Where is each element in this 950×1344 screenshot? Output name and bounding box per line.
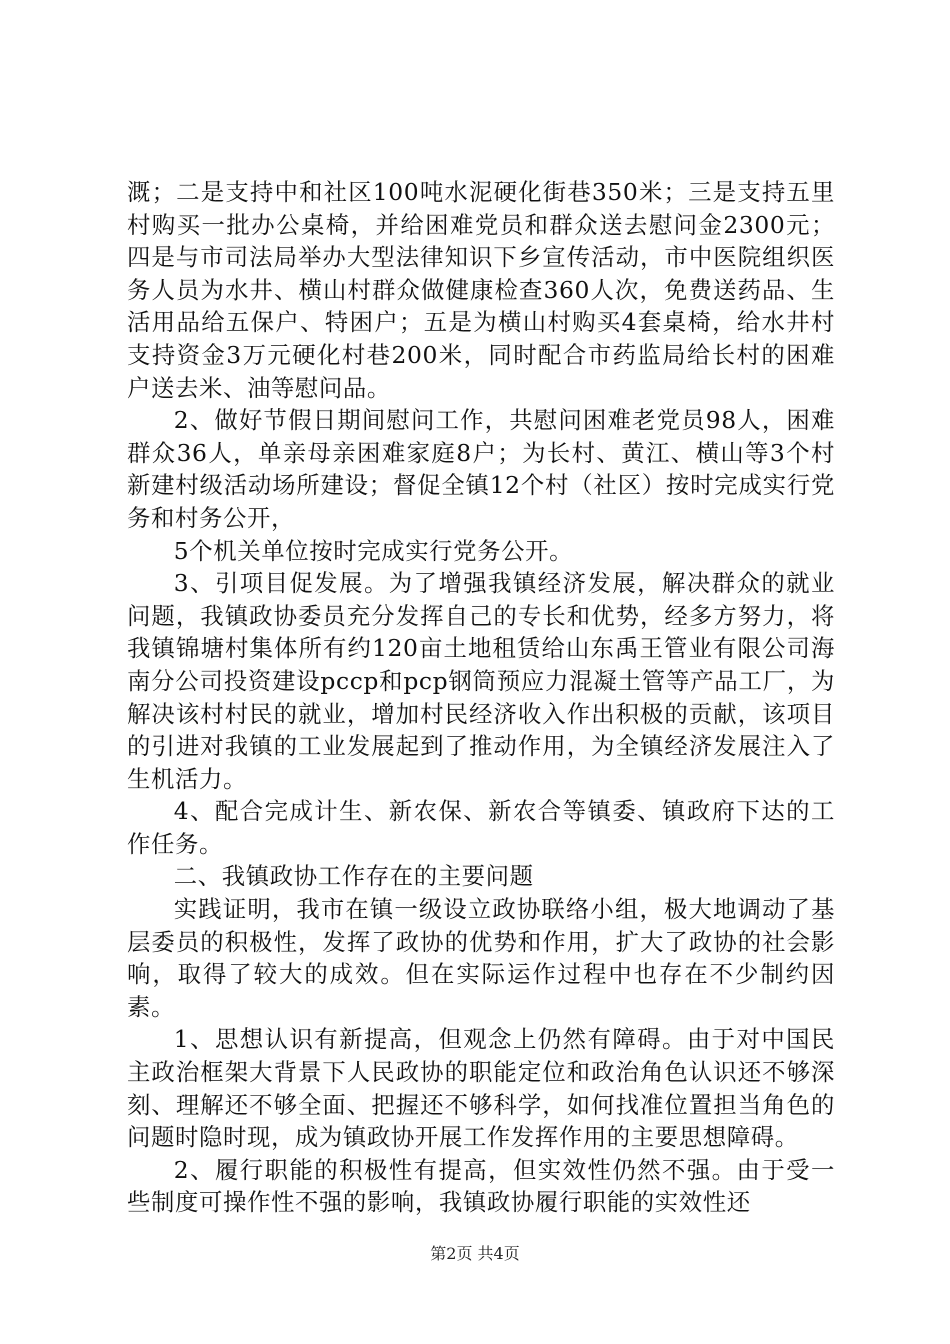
paragraph-problem-2: 2、履行职能的积极性有提高，但实效性仍然不强。由于受一些制度可操作性不强的影响，我镇政协履行职能的实效性还 (127, 1155, 835, 1217)
paragraph-item-4: 4、配合完成计生、新农保、新农合等镇委、镇政府下达的工作任务。 (127, 797, 835, 858)
paragraph-continuation: 溉；二是支持中和社区100吨水泥硬化街巷350米；三是支持五里村购买一批办公桌椅，并给困难党员和群众送去慰问金2300元；四是与市司法局举办大型法律知识下乡宣传活动，市中医院组织医务人员为水井、横山村群众做健康检查360人次，免费送药品、生活用品给五保户、特困户；五是为横山村购买4套桌椅，给水井村支持资金3万元硬化村巷200米，同时配合市药监局给长村的困难户送去米、油等慰问品。 (127, 178, 835, 402)
section-heading-2: 二、我镇政协工作存在的主要问题 (173, 862, 534, 891)
paragraph-item-2-cont: 5个机关单位按时完成实行党务公开。 (173, 536, 574, 565)
page-footer (0, 1244, 950, 1264)
paragraph-intro: 实践证明，我市在镇一级设立政协联络小组，极大地调动了基层委员的积极性，发挥了政协的优势和作用，扩大了政协的社会影响，取得了较大的成效。但在实际运作过程中也存在不少制约因素。 (127, 895, 835, 1021)
page-number: 第2页 共4页 (430, 1244, 520, 1263)
paragraph-item-2: 2、做好节假日期间慰问工作，共慰问困难老党员98人，困难群众36人，单亲母亲困难家庭8户；为长村、黄江、横山等3个村新建村级活动场所建设；督促全镇12个村（社区）按时完成实行党务和村务公开， (127, 406, 835, 532)
paragraph-problem-1: 1、思想认识有新提高，但观念上仍然有障碍。由于对中国民主政治框架大背景下人民政协的职能定位和政治角色认识还不够深刻、理解还不够全面、把握还不够科学，如何找准位置担当角色的问题时隐时现，成为镇政协开展工作发挥作用的主要思想障碍。 (127, 1025, 835, 1152)
document-body (127, 176, 835, 1219)
paragraph-item-3: 3、引项目促发展。为了增强我镇经济发展，解决群众的就业问题，我镇政协委员充分发挥自己的专长和优势，经多方努力，将我镇锦塘村集体所有约120亩土地租赁给山东禹王管业有限公司海南分公司投资建设pccp和pcp钢筒预应力混凝土管等产品工厂，为解决该村村民的就业，增加村民经济收入作出积极的贡献，该项目的引进对我镇的工业发展起到了推动作用，为全镇经济发展注入了生机活力。 (127, 569, 835, 793)
